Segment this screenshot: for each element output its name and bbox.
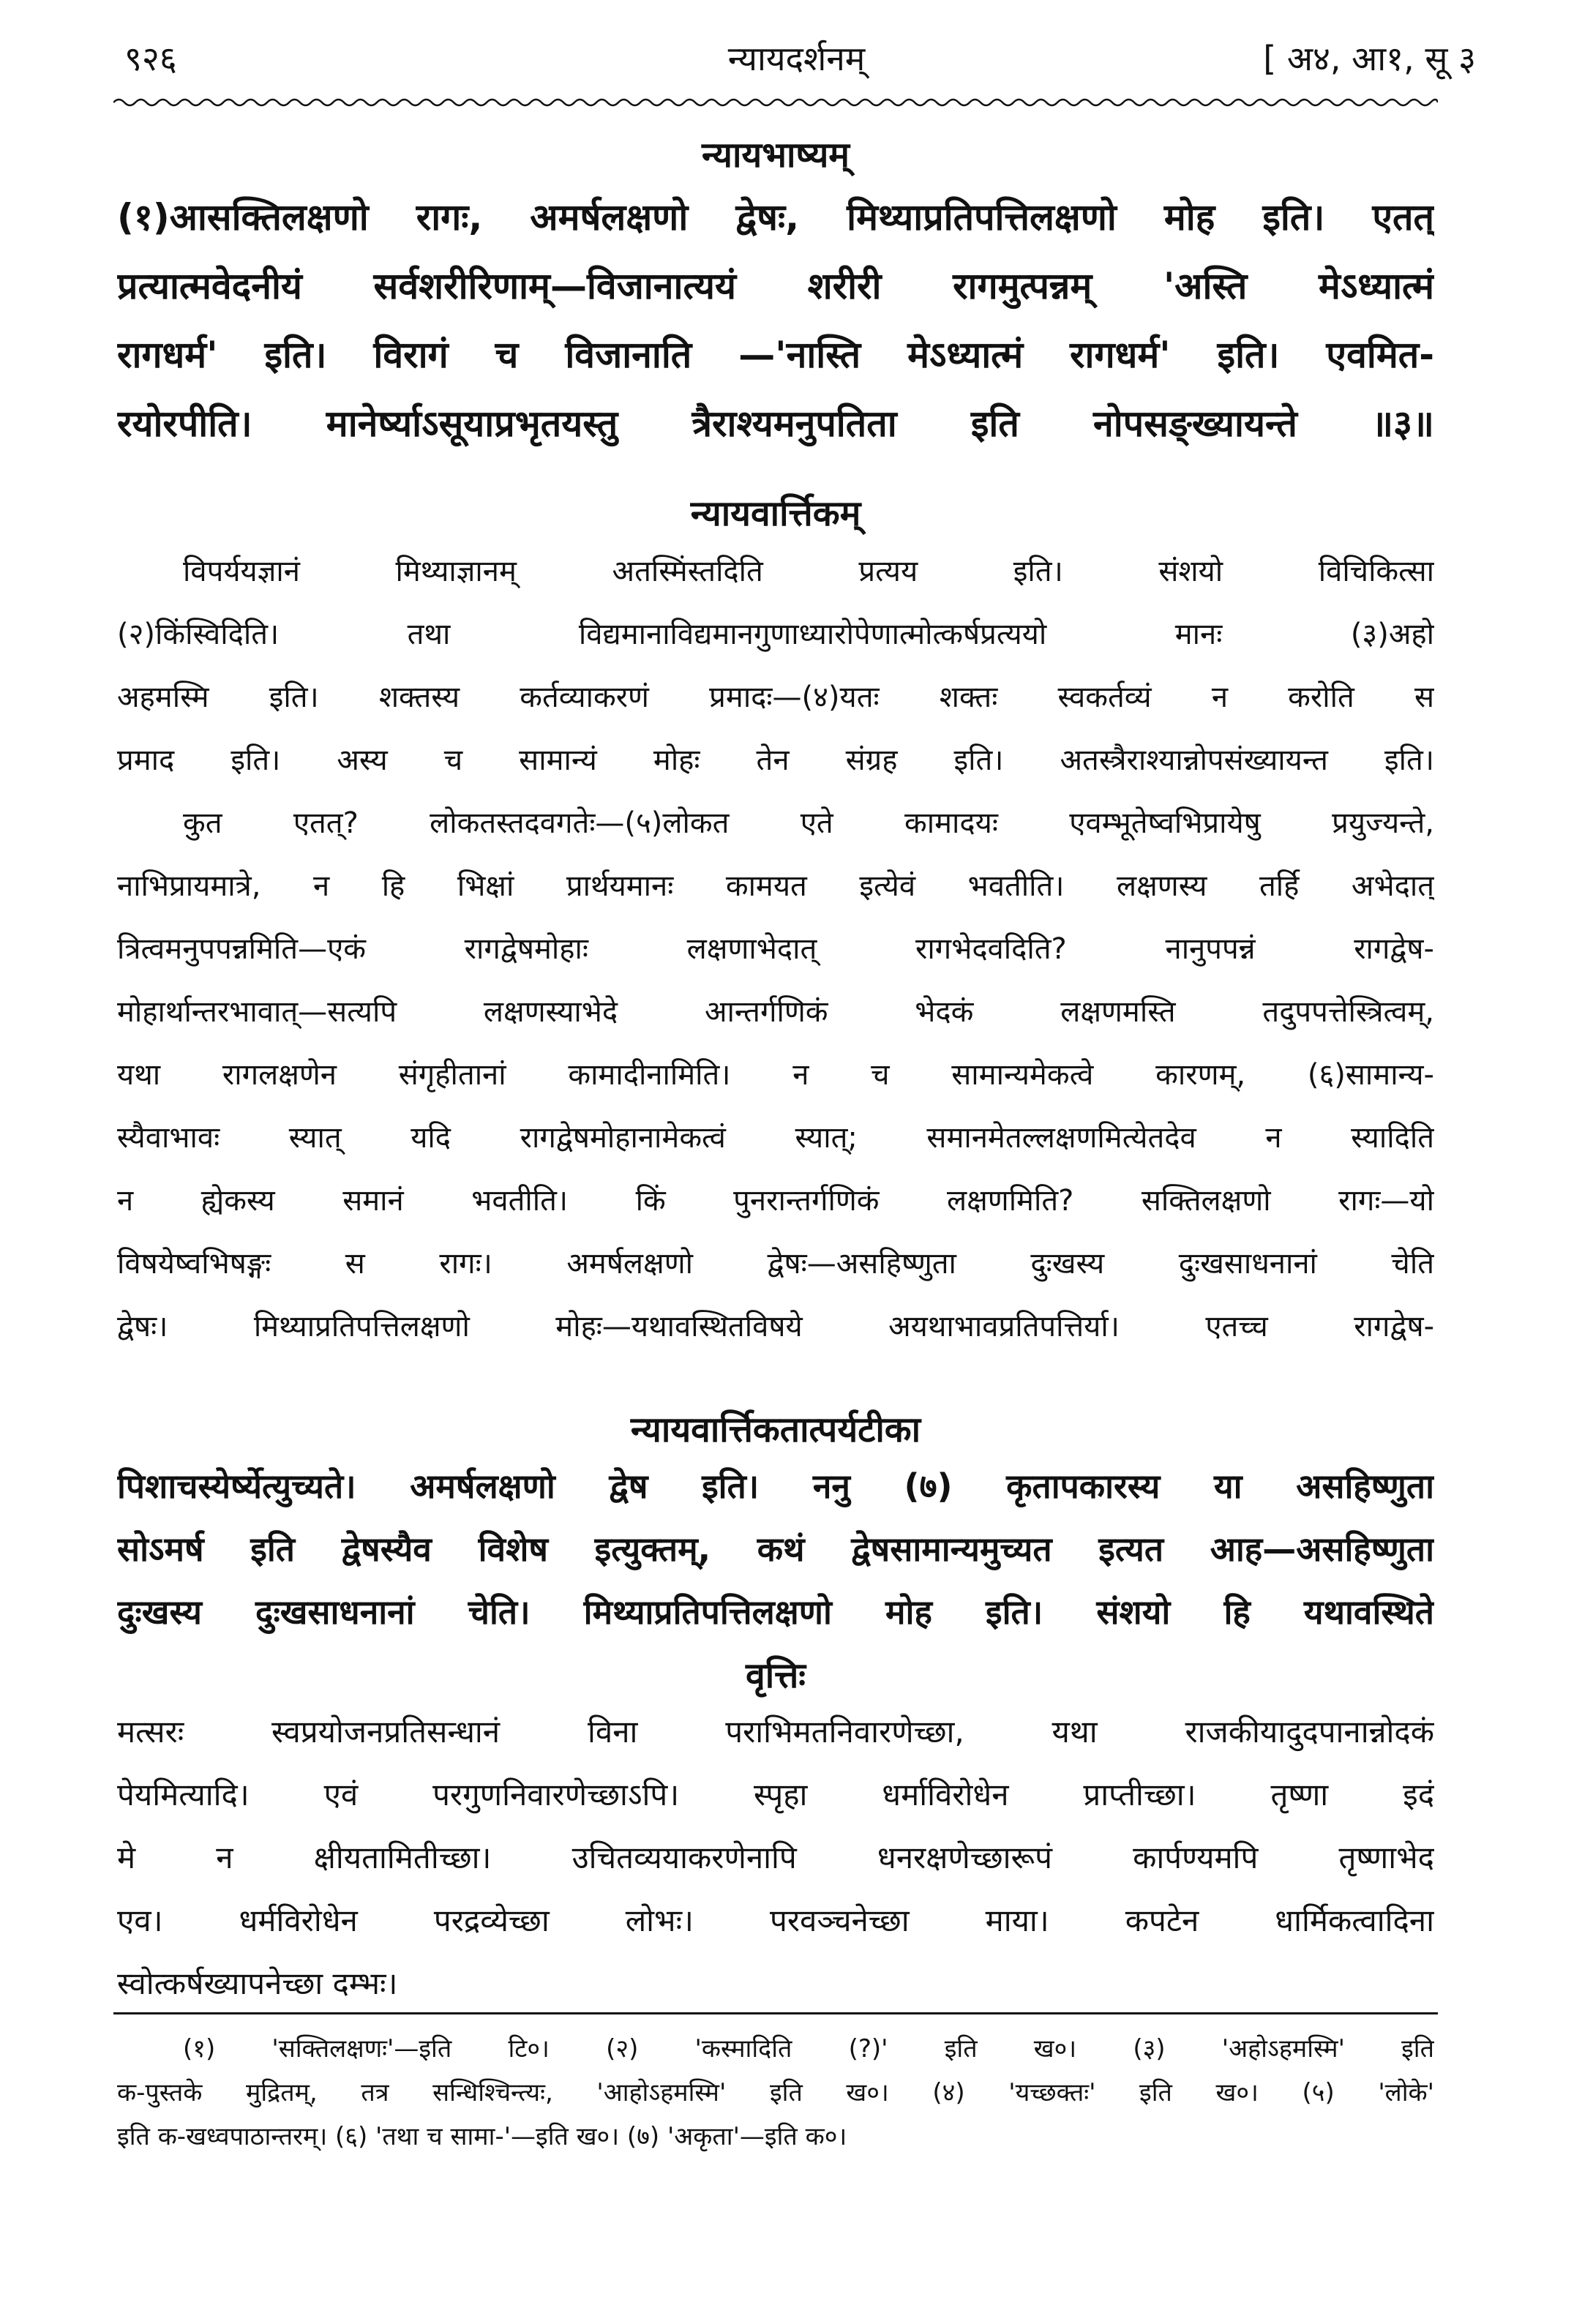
section-heading-vritti: वृत्तिः [746,1655,806,1696]
text-line: (२)किंस्विदिति। तथा विद्यमानाविद्यमानगुणाध्यारोपेणात्मोत्कर्षप्रत्ययो मानः (३)अहो [117,618,1434,651]
text-line: प्रत्यात्मवेदनीयं सर्वशरीरिणाम्—विजानात्ययं शरीरी रागमुत्पन्नम् 'अस्ति मेऽध्यात्मं [117,265,1434,307]
section-heading-tika: न्यायवार्त्तिकतात्पर्यटीका [630,1409,921,1450]
footnotes [117,2027,1434,2159]
text-line: रयोरपीति। मानेर्ष्याऽसूयाप्रभृतयस्तु त्रैराश्यमनुपतिता इति नोपसङ्ख्यायन्ते ॥३॥ [117,402,1434,445]
running-title: न्यायदर्शनम् [727,39,866,78]
text-line: अहमस्मि इति। शक्तस्य कर्तव्याकरणं प्रमादः—(४)यतः शक्तः स्वकर्तव्यं न करोति स [117,681,1434,714]
text-line: नाभिप्रायमात्रे, न हि भिक्षां प्रार्थयमानः कामयत इत्येवं भवतीति। लक्षणस्य तर्हि अभेदात् [117,869,1434,903]
section-heading-vartika: न्यायवार्त्तिकम् [690,493,861,534]
wavy-rule [113,94,1438,111]
vartika-text [117,540,1434,1358]
text-line: रागधर्म' इति। विरागं च विजानाति —'नास्ति मेऽध्यात्मं रागधर्म' इति। एवमित- [117,334,1434,376]
text-line: मोहार्थान्तरभावात्—सत्यपि लक्षणस्याभेदे आन्तर्गणिकं भेदकं लक्षणमस्ति तदुपपत्तेस्त्रित्वम्, [117,995,1434,1029]
text-line: प्रमाद इति। अस्य च सामान्यं मोहः तेन संग्रह इति। अतस्त्रैराश्यान्नोपसंख्यायन्त इति। [117,743,1434,777]
text-line: यथा रागलक्षणेन संगृहीतानां कामादीनामिति। न च सामान्यमेकत्वे कारणम्, (६)सामान्य- [117,1058,1434,1092]
text-line: कुत एतत्? लोकतस्तदवगतेः—(५)लोकत एते कामादयः एवम्भूतेष्वभिप्रायेषु प्रयुज्यन्ते, [183,806,1434,840]
tika-text [117,1455,1434,1643]
text-line: सोऽमर्ष इति द्वेषस्यैव विशेष इत्युक्तम्, कथं द्वेषसामान्यमुच्यत इत्यत आह—असहिष्णुता [117,1529,1434,1569]
text-line: विपर्ययज्ञानं मिथ्याज्ञानम् अतस्मिंस्तदिति प्रत्यय इति। संशयो विचिकित्सा [183,555,1434,588]
footnote-line: क-पुस्तके मुद्रितम्, तत्र सन्धिश्चिन्त्यः, 'आहोऽहमस्मि' इति ख०। (४) 'यच्छक्तः' इति ख०। (५) 'लोके' [117,2078,1434,2107]
text-line: (१)आसक्तिलक्षणो रागः, अमर्षलक्षणो द्वेषः, मिथ्याप्रतिपत्तिलक्षणो मोह इति। एतत् [117,196,1434,239]
text-line: स्वोत्कर्षख्यापनेच्छा दम्भः। [117,1965,398,2001]
text-line: मे न क्षीयतामितीच्छा। उचितव्ययाकरणेनापि धनरक्षणेच्छारूपं कार्पण्यमपि तृष्णाभेद [117,1840,1434,1875]
text-line: पेयमित्यादि। एवं परगुणनिवारणेच्छाऽपि। स्पृहा धर्माविरोधेन प्राप्तीच्छा। तृष्णा इदं [117,1777,1434,1813]
text-line: न ह्येकस्य समानं भवतीति। किं पुनरान्तर्गणिकं लक्षणमिति? सक्तिलक्षणो रागः—यो [117,1184,1434,1218]
running-head [117,35,1476,94]
text-line: मत्सरः स्वप्रयोजनप्रतिसन्धानं विना पराभिमतनिवारणेच्छा, यथा राजकीयादुदपानान्नोदकं [117,1714,1434,1750]
bhashya-text [117,183,1434,458]
footnote-line: (१) 'सक्तिलक्षणः'—इति टि०। (२) 'कस्मादिति (?)' इति ख०। (३) 'अहोऽहमस्मि' इति [183,2034,1434,2064]
text-line: द्वेषः। मिथ्याप्रतिपत्तिलक्षणो मोहः—यथावस्थितविषये अयथाभावप्रतिपत्तिर्या। एतच्च रागद्वेष- [117,1310,1434,1343]
text-line: एव। धर्मविरोधेन परद्रव्येच्छा लोभः। परवञ्चनेच्छा माया। कपटेन धार्मिकत्वादिना [117,1903,1434,1938]
page-number: ९२६ [124,39,177,78]
text-line: त्रित्वमनुपपन्नमिति—एकं रागद्वेषमोहाः लक्षणाभेदात् रागभेदवदिति? नानुपपन्नं रागद्वेष- [117,932,1434,966]
text-line: स्यैवाभावः स्यात् यदि रागद्वेषमोहानामेकत्वं स्यात्; समानमेतल्लक्षणमित्येतदेव न स्यादिति [117,1121,1434,1155]
text-line: विषयेष्वभिषङ्गः स रागः। अमर्षलक्षणो द्वेषः—असहिष्णुता दुःखस्य दुःखसाधनानां चेति [117,1247,1434,1281]
vritti-text [117,1701,1434,2015]
footnote-line: इति क-खध्वपाठान्तरम्। (६) 'तथा च सामा-'—इति ख०। (७) 'अकृता'—इति क०। [117,2122,847,2151]
text-line: पिशाचस्येर्ष्येत्युच्यते। अमर्षलक्षणो द्वेष इति। ननु (७) कृतापकारस्य या असहिष्णुता [117,1466,1434,1506]
text-line: दुःखस्य दुःखसाधनानां चेति। मिथ्याप्रतिपत्तिलक्षणो मोह इति। संशयो हि यथावस्थिते [117,1592,1434,1632]
section-heading-bhashya: न्यायभाष्यम् [701,135,850,176]
section-reference: [ अ४, आ१, सू ३ [1263,39,1476,78]
footnote-divider [113,2012,1438,2014]
